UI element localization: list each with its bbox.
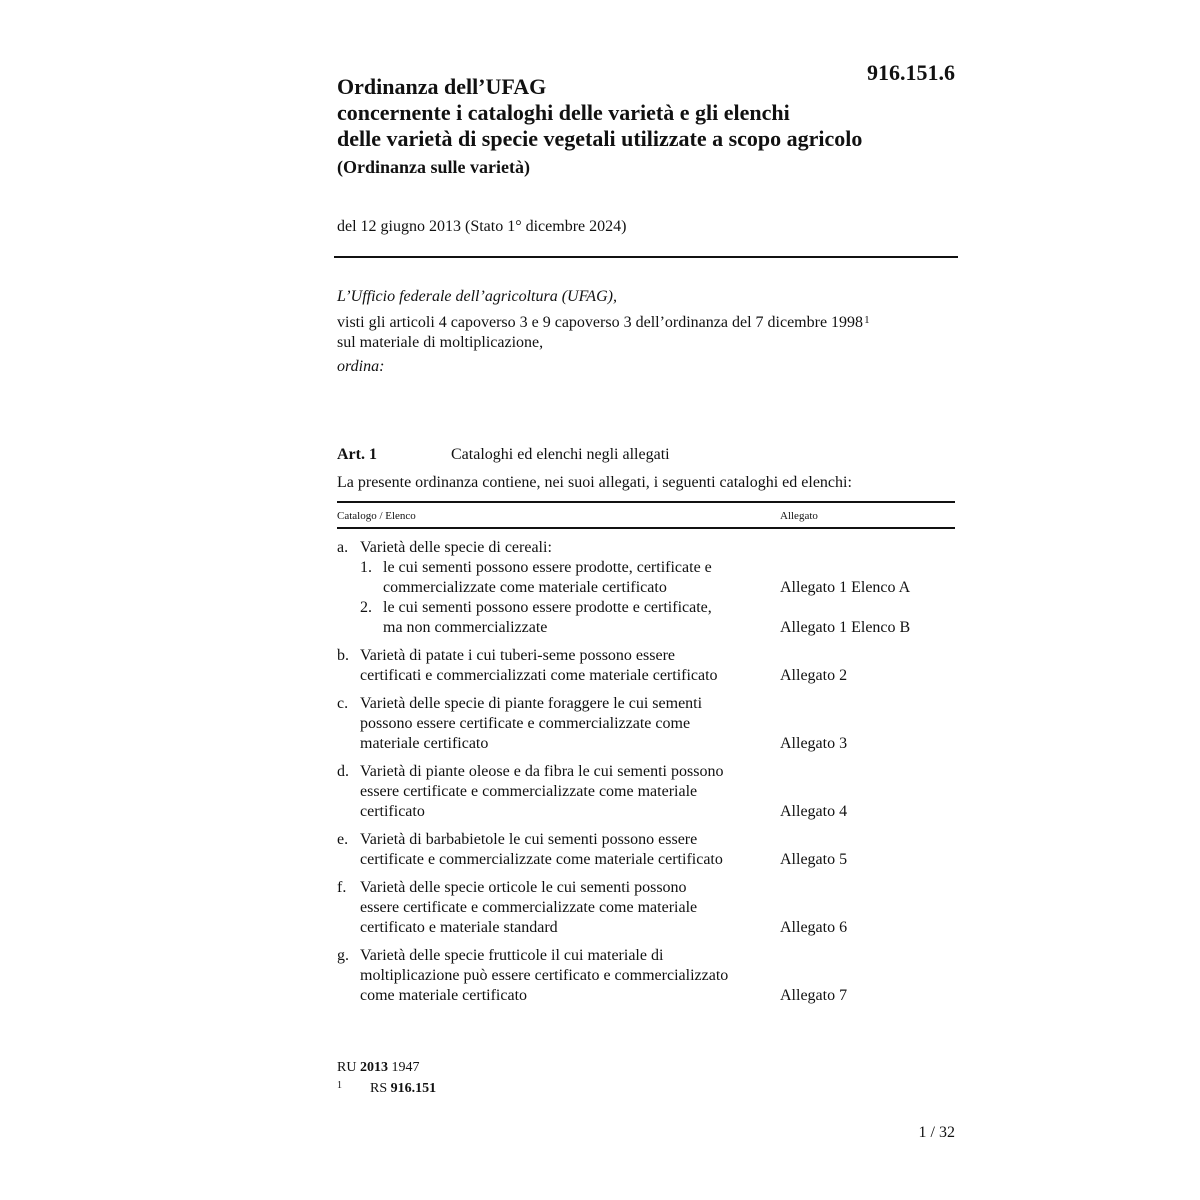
footnote-reference[interactable]: 1 xyxy=(864,314,870,326)
table-row xyxy=(337,762,955,822)
row-letter: a. xyxy=(337,539,349,556)
subrow-description: le cui sementi possono essere prodotte e certificate, ma non commercializzate xyxy=(383,599,712,636)
row-description: Varietà di patate i cui tuberi-seme possono essere certificati e commercializzati come materiale certificato xyxy=(360,647,718,684)
short-title: (Ordinanza sulle varietà) xyxy=(337,157,530,177)
subrow-number: 2. xyxy=(360,599,372,616)
row-description: Varietà delle specie di piante foraggere le cui sementi possono essere certificate e commercializzate come materiale certificato xyxy=(360,695,703,752)
article-number: Art. 1 xyxy=(337,446,377,463)
table-subrow xyxy=(360,598,955,638)
row-description: Varietà delle specie frutticole il cui materiale di moltiplicazione può essere certificato e commercializzato come materiale certificato xyxy=(360,947,729,1004)
row-letter: e. xyxy=(337,831,349,848)
footnote-mark: 1 xyxy=(337,1080,342,1091)
title-line: concernente i cataloghi delle varietà e gli elenchi xyxy=(337,100,790,125)
annex-reference: Allegato 1 Elenco A xyxy=(780,579,911,596)
official-compilation-reference: RU 2013 1947 xyxy=(337,1060,420,1075)
catalog-table xyxy=(337,538,955,1014)
table-row xyxy=(337,946,955,1006)
row-letter: d. xyxy=(337,763,349,780)
row-letter: f. xyxy=(337,879,347,896)
annex-reference: Allegato 5 xyxy=(780,851,848,868)
table-row xyxy=(337,878,955,938)
row-description: Varietà delle specie di cereali: xyxy=(360,539,552,556)
preamble-basis xyxy=(337,313,957,333)
subrow-number: 1. xyxy=(360,559,372,576)
ordinance-title xyxy=(337,74,957,152)
preamble-basis-line2: sul materiale di moltiplicazione, xyxy=(337,334,544,351)
table-row xyxy=(337,830,955,870)
title-line: Ordinanza dell’UFAG xyxy=(337,74,547,99)
article-heading xyxy=(337,444,957,466)
row-letter: c. xyxy=(337,695,349,712)
row-description: Varietà delle specie orticole le cui sementi possono essere certificate e commercializzate come materiale certificato e materiale standard xyxy=(360,879,698,936)
table-row xyxy=(337,694,955,754)
sr-number: 916.151.6 xyxy=(867,60,955,85)
row-description: Varietà di piante oleose e da fibra le cui sementi possono essere certificate e commercializzate come materiale certificato xyxy=(360,763,724,820)
date-line: del 12 giugno 2013 (Stato 1° dicembre 2024) xyxy=(337,218,627,235)
footnote-text: RS 916.151 xyxy=(370,1081,437,1096)
header-divider xyxy=(334,256,958,258)
footnote xyxy=(337,1079,436,1099)
title-block xyxy=(337,74,957,179)
table-row xyxy=(337,538,955,638)
annex-reference: Allegato 2 xyxy=(780,667,848,684)
page-indicator: 1 / 32 xyxy=(918,1124,955,1141)
annex-reference: Allegato 6 xyxy=(780,919,848,936)
preamble-basis-line1: visti gli articoli 4 capoverso 3 e 9 capoverso 3 dell’ordinanza del 7 dicembre 1998 xyxy=(337,314,864,331)
row-letter: g. xyxy=(337,947,349,964)
table-header-annex: Allegato xyxy=(780,510,818,522)
annex-reference: Allegato 7 xyxy=(780,987,848,1004)
table-row xyxy=(337,646,955,686)
subrow-description: le cui sementi possono essere prodotte, certificate e commercializzate come materiale certificato xyxy=(383,559,712,596)
preamble-authority: L’Ufficio federale dell’agricoltura (UFAG), xyxy=(337,288,617,305)
row-description: Varietà di barbabietole le cui sementi possono essere certificate e commercializzate come materiale certificato xyxy=(360,831,723,868)
table-header-catalog: Catalogo / Elenco xyxy=(337,510,416,522)
annex-reference: Allegato 1 Elenco B xyxy=(780,619,911,636)
preamble xyxy=(337,287,957,377)
row-letter: b. xyxy=(337,647,349,664)
article-intro: La presente ordinanza contiene, nei suoi allegati, i seguenti cataloghi ed elenchi: xyxy=(337,474,852,491)
table-top-rule xyxy=(337,501,955,503)
table-header-rule xyxy=(337,527,955,529)
annex-reference: Allegato 3 xyxy=(780,735,848,752)
article-title: Cataloghi ed elenchi negli allegati xyxy=(451,446,670,463)
table-subrow xyxy=(360,558,955,598)
title-line: delle varietà di specie vegetali utilizzate a scopo agricolo xyxy=(337,126,863,151)
annex-reference: Allegato 4 xyxy=(780,803,848,820)
preamble-decree: ordina: xyxy=(337,358,385,375)
